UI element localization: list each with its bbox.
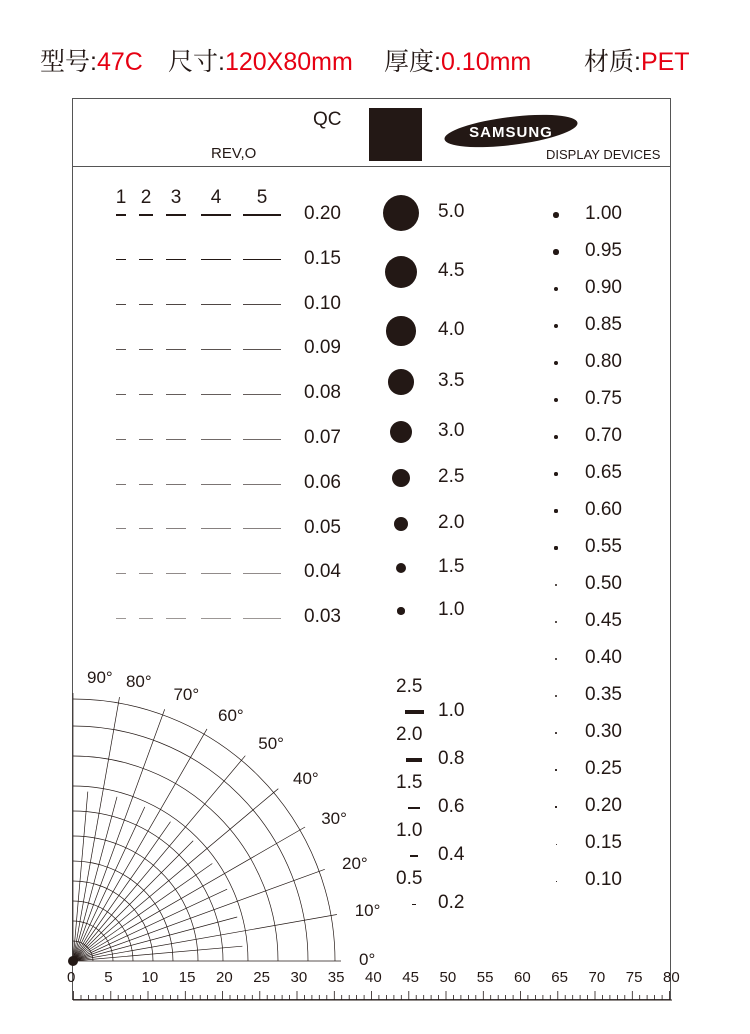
rect-length-label: 2.5 xyxy=(396,676,423,697)
gauge-line xyxy=(243,259,281,260)
rect-width-label: 0.4 xyxy=(438,844,465,865)
ruler-number: 15 xyxy=(178,969,196,986)
small-spot-label: 0.95 xyxy=(585,240,622,261)
gauge-line xyxy=(243,349,281,350)
protractor-ray xyxy=(73,917,237,961)
large-spot-label: 4.5 xyxy=(438,260,465,281)
small-spot-label: 0.40 xyxy=(585,647,622,668)
line-width-label: 0.03 xyxy=(304,606,341,628)
small-spot xyxy=(555,769,556,770)
rect-length-label: 1.0 xyxy=(396,820,423,841)
large-spot xyxy=(388,369,414,395)
small-spot xyxy=(555,806,556,807)
gauge-line xyxy=(139,394,153,395)
material-spec xyxy=(584,40,690,84)
gauge-line xyxy=(201,484,231,485)
protractor-angle-label: 60° xyxy=(218,705,244,725)
protractor-angle-label: 90° xyxy=(87,668,113,687)
large-spot xyxy=(386,316,415,345)
small-spot-label: 0.10 xyxy=(585,869,622,890)
line-width-label: 0.15 xyxy=(304,247,341,269)
gauge-line xyxy=(166,304,186,305)
small-spot-label: 0.15 xyxy=(585,832,622,853)
gauge-line xyxy=(139,214,153,216)
small-spot-label: 0.55 xyxy=(585,536,622,557)
small-spot-label: 1.00 xyxy=(585,203,622,224)
large-spot-label: 3.5 xyxy=(438,370,465,391)
rect-length-label: 0.5 xyxy=(396,868,423,889)
ruler-number: 45 xyxy=(402,969,419,986)
small-spot xyxy=(553,212,559,218)
small-spot-label: 0.80 xyxy=(585,351,622,372)
gauge-line xyxy=(139,439,153,440)
ruler-number: 65 xyxy=(551,969,568,986)
small-spot xyxy=(553,249,558,254)
small-spot-label: 0.20 xyxy=(585,795,622,816)
gauge-line xyxy=(116,439,126,440)
ruler-number: 20 xyxy=(216,969,233,986)
small-spot xyxy=(554,324,559,329)
line-column-number: 2 xyxy=(140,187,152,208)
rect-length-label: 2.0 xyxy=(396,724,423,745)
large-spot xyxy=(394,517,409,532)
large-spot xyxy=(385,256,418,289)
qc-stamp-box xyxy=(369,108,422,161)
gauge-line xyxy=(201,304,231,305)
size-value: 120X80mm xyxy=(224,48,353,76)
model-value: 47C xyxy=(96,48,143,76)
spec-bar xyxy=(40,40,720,84)
line-column-number: 5 xyxy=(256,187,268,208)
gauge-line xyxy=(116,214,126,216)
small-spot xyxy=(554,361,558,365)
line-width-label: 0.05 xyxy=(304,516,341,538)
protractor-angle-label: 40° xyxy=(293,768,319,788)
small-spot-label: 0.35 xyxy=(585,684,622,705)
protractor-ray xyxy=(73,889,227,961)
line-width-label: 0.20 xyxy=(304,203,341,224)
ruler-number: 35 xyxy=(327,969,345,986)
large-spot-label: 3.0 xyxy=(438,420,465,441)
gauge-line xyxy=(166,484,186,485)
protractor-ray xyxy=(73,709,165,961)
protractor-ray xyxy=(73,807,145,961)
gauge-line xyxy=(166,439,186,440)
small-spot-label: 0.60 xyxy=(585,499,622,520)
gauge-line xyxy=(201,214,231,216)
protractor-ray xyxy=(73,792,88,961)
protractor-ray xyxy=(73,797,117,961)
rev-label: REV,O xyxy=(211,145,257,162)
gauge-line xyxy=(243,304,281,305)
large-spot-label: 4.0 xyxy=(438,319,465,340)
ruler-number: 50 xyxy=(439,969,457,986)
small-spot xyxy=(556,881,557,882)
protractor-angle-label: 70° xyxy=(173,685,200,704)
gauge-line xyxy=(166,259,186,260)
material-value: PET xyxy=(640,48,690,76)
model-label: 型号: xyxy=(40,48,97,76)
gauge-line xyxy=(139,259,153,260)
ruler-number: 10 xyxy=(141,969,159,986)
line-width-label: 0.06 xyxy=(304,471,341,493)
small-spot xyxy=(555,658,557,660)
protractor-angle-label: 30° xyxy=(321,809,347,828)
ruler-number: 25 xyxy=(253,969,270,986)
gauge-line xyxy=(116,304,126,305)
rect-width-label: 1.0 xyxy=(438,700,465,721)
size-spec xyxy=(168,40,353,84)
gauge-line xyxy=(116,394,126,395)
small-spot-label: 0.85 xyxy=(585,314,622,335)
gauge-rectangle xyxy=(412,904,416,905)
gauge-line xyxy=(243,394,281,395)
ruler-number: 80 xyxy=(663,969,680,986)
line-column-number: 1 xyxy=(115,187,127,208)
ruler-number: 40 xyxy=(365,969,382,986)
thickness-spec xyxy=(384,40,531,84)
ruler-number: 0 xyxy=(67,969,76,986)
line-column-number: 3 xyxy=(170,187,182,208)
large-spot-label: 5.0 xyxy=(438,201,465,222)
header-divider xyxy=(73,166,670,167)
ruler-number: 30 xyxy=(290,969,308,986)
large-spot-label: 2.0 xyxy=(438,512,465,533)
large-spot xyxy=(392,469,410,487)
protractor-angle-label: 10° xyxy=(354,901,381,921)
ruler-number: 70 xyxy=(588,969,606,986)
small-spot-label: 0.45 xyxy=(585,610,622,631)
protractor-ray xyxy=(73,756,245,961)
small-spot xyxy=(554,546,557,549)
small-spot-label: 0.65 xyxy=(585,462,622,483)
small-spot xyxy=(555,695,557,697)
line-width-label: 0.09 xyxy=(304,337,341,359)
gauge-rectangle xyxy=(406,758,421,762)
large-spot xyxy=(397,607,404,614)
gauge-rectangle xyxy=(408,807,419,810)
protractor-ray xyxy=(73,946,242,961)
protractor-angle-label: 20° xyxy=(341,853,368,873)
gauge-line xyxy=(243,484,281,485)
gauge-line xyxy=(201,259,231,260)
gauge-card xyxy=(67,98,680,1000)
samsung-logo xyxy=(443,113,583,149)
small-spot-label: 0.50 xyxy=(585,573,622,594)
thickness-value: 0.10mm xyxy=(440,48,532,76)
rect-width-label: 0.2 xyxy=(438,892,465,913)
protractor-ray xyxy=(73,789,278,961)
gauge-line xyxy=(166,349,186,350)
gauge-line xyxy=(116,259,126,260)
gauge-line xyxy=(243,439,281,440)
protractor-angle-label: 50° xyxy=(258,733,284,753)
rect-width-label: 0.6 xyxy=(438,796,465,817)
gauge-line xyxy=(139,349,153,350)
model-spec xyxy=(40,40,143,84)
gauge-line xyxy=(201,349,231,350)
gauge-line xyxy=(116,349,126,350)
ruler-number: 5 xyxy=(104,969,113,986)
small-spot-label: 0.25 xyxy=(585,758,622,779)
thickness-label: 厚度: xyxy=(384,48,441,76)
small-spot xyxy=(554,435,558,439)
small-spot xyxy=(554,287,559,292)
division-label: DISPLAY DEVICES xyxy=(546,147,661,162)
small-spot-label: 0.70 xyxy=(585,425,622,446)
ruler-number: 55 xyxy=(476,969,494,986)
ruler-number: 60 xyxy=(514,969,531,986)
large-spot xyxy=(390,421,412,443)
qc-label: QC xyxy=(313,109,342,130)
small-spot-label: 0.75 xyxy=(585,388,622,409)
gauge-line xyxy=(139,304,153,305)
small-spot xyxy=(556,844,557,845)
gauge-line xyxy=(243,214,281,216)
large-spot-label: 2.5 xyxy=(438,466,465,487)
protractor-angle-label: 0° xyxy=(359,950,376,969)
large-spot-label: 1.5 xyxy=(438,556,465,577)
protractor-ray xyxy=(73,869,325,961)
gauge-rectangle xyxy=(405,710,424,714)
large-spot xyxy=(383,195,420,232)
gauge-line xyxy=(166,394,186,395)
rect-length-label: 1.5 xyxy=(396,772,423,793)
small-spot-label: 0.30 xyxy=(585,721,622,742)
material-label: 材质: xyxy=(584,48,641,76)
large-spot-label: 1.0 xyxy=(438,599,465,620)
gauge-line xyxy=(201,394,231,395)
small-spot xyxy=(555,584,558,587)
gauge-line xyxy=(201,439,231,440)
line-column-number: 4 xyxy=(210,187,222,208)
line-width-label: 0.10 xyxy=(304,292,341,314)
gauge-line xyxy=(116,484,126,485)
small-spot xyxy=(555,621,557,623)
line-width-label: 0.04 xyxy=(304,561,341,583)
samsung-logo-text: SAMSUNG xyxy=(469,124,553,141)
gauge-line xyxy=(166,214,186,216)
line-width-label: 0.08 xyxy=(304,382,341,404)
gauge-rectangle xyxy=(410,855,418,857)
small-spot-label: 0.90 xyxy=(585,277,622,298)
line-width-label: 0.07 xyxy=(304,427,341,448)
small-spot xyxy=(554,509,557,512)
ruler-number: 75 xyxy=(625,969,643,986)
gauge-line xyxy=(139,484,153,485)
rect-width-label: 0.8 xyxy=(438,748,465,769)
protractor-angle-label: 80° xyxy=(125,672,152,692)
small-spot xyxy=(554,398,558,402)
small-spot xyxy=(554,472,558,476)
large-spot xyxy=(396,563,407,574)
size-label: 尺寸: xyxy=(168,48,225,76)
small-spot xyxy=(555,732,557,734)
